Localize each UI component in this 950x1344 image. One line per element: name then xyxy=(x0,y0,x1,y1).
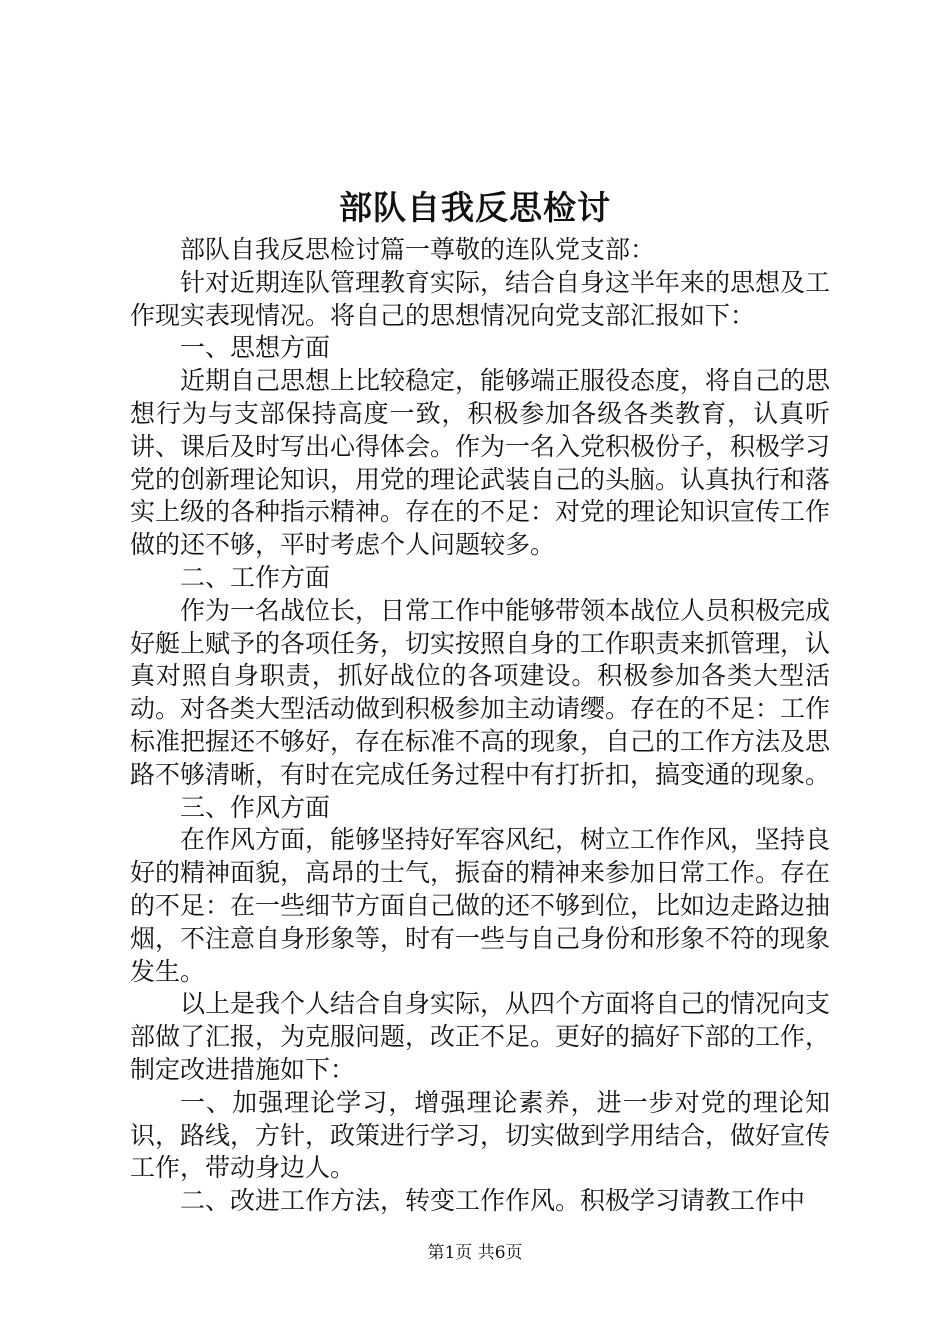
paragraph-intro: 针对近期连队管理教育实际，结合自身这半年来的思想及工作现实表现情况。将自己的思想情况向党支部汇报如下： xyxy=(130,267,831,330)
section-heading-work: 二、工作方面 xyxy=(180,562,331,592)
document-title: 部队自我反思检讨 xyxy=(339,188,611,227)
paragraph-thought: 近期自己思想上比较稳定，能够端正服役态度，将自己的思想行为与支部保持高度一致，积极参加各级各类教育，认真听讲、课后及时写出心得体会。作为一名入党积极份子，积极学习党的创新理论知识，用党的理论武装自己的头脑。认真执行和落实上级的各种指示精神。存在的不足：对党的理论知识宣传工作做的还不够，平时考虑个人问题较多。 xyxy=(130,366,831,560)
section-heading-thought: 一、思想方面 xyxy=(180,333,331,363)
paragraph-salutation: 部队自我反思检讨篇一尊敬的连队党支部： xyxy=(180,235,656,264)
paragraph-measure-2: 二、改进工作方法，转变工作作风。积极学习请教工作中 xyxy=(180,1186,806,1216)
paragraph-summary: 以上是我个人结合自身实际，从四个方面将自己的情况向支部做了汇报，为克服问题，改正不足。更好的搞好下部的工作，制定改进措施如下： xyxy=(130,989,831,1084)
document-body xyxy=(130,234,830,1218)
page-number-footer: 第1页 共6页 xyxy=(427,1243,523,1263)
paragraph-work: 作为一名战位长，日常工作中能够带领本战位人员积极完成好艇上赋予的各项任务，切实按照自身的工作职责来抓管理，认真对照自身职责，抓好战位的各项建设。积极参加各类大型活动。对各类大型活动做到积极参加主动请缨。存在的不足：工作标准把握还不够好，存在标准不高的现象，自己的工作方法及思路不够清晰，有时在完成任务过程中有打折扣，搞变通的现象。 xyxy=(130,595,831,789)
paragraph-measure-1: 一、加强理论学习，增强理论素养，进一步对党的理论知识，路线，方针，政策进行学习，切实做到学用结合，做好宣传工作，带动身边人。 xyxy=(130,1087,831,1183)
section-heading-style: 三、作风方面 xyxy=(180,792,331,822)
paragraph-style: 在作风方面，能够坚持好军容风纪，树立工作作风，坚持良好的精神面貌，高昂的士气，振奋的精神来参加日常工作。存在的不足：在一些细节方面自己做的还不够到位，比如边走路边抽烟，不注意自身形象等，时有一些与自己身份和形象不符的现象发生。 xyxy=(130,825,831,986)
